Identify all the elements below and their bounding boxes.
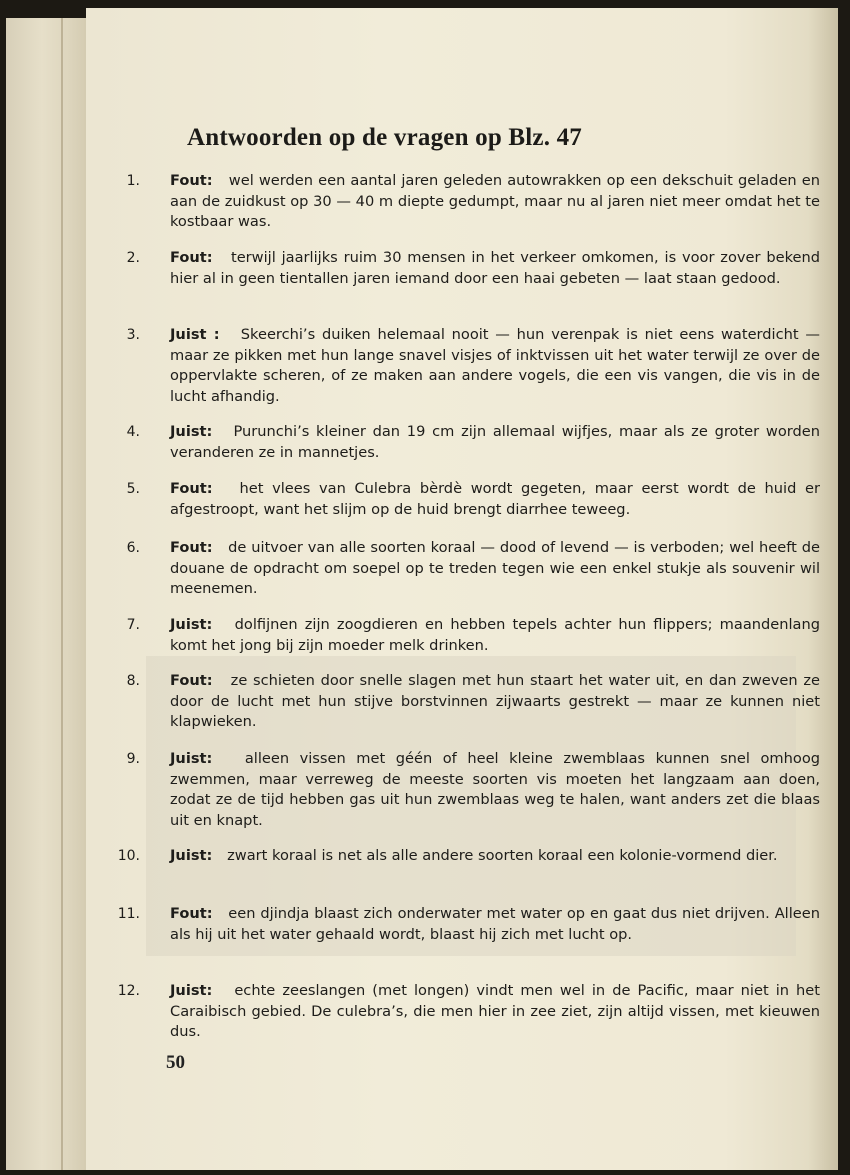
answer-number: 9. <box>126 751 140 767</box>
answer-verdict: Juist: <box>170 982 228 999</box>
answer-verdict: Juist: <box>170 423 227 440</box>
answer-text: zwart koraal is net als alle andere soorten koraal een kolonie-vormend dier. <box>227 847 778 864</box>
answer-number: 3. <box>126 327 140 343</box>
answer-number: 4. <box>126 424 140 440</box>
answer-text: ze schieten door snelle slagen met hun staart het water uit, en dan zweven ze door de lucht met hun stijve borstvinnen zijwaarts gestrekt — maar ze kunnen niet klapwieken. <box>170 672 820 730</box>
answer-text: Purunchi’s kleiner dan 19 cm zijn allemaal wijfjes, maar als ze groter worden veranderen ze in mannetjes. <box>170 423 820 461</box>
answer-number: 5. <box>126 481 140 497</box>
answer-text: dolfijnen zijn zoogdieren en hebben tepels achter hun flippers; maandenlang komt het jong bij zijn moeder melk drinken. <box>170 616 821 654</box>
answer-verdict: Juist: <box>170 750 235 767</box>
page-heading: Antwoorden op de vragen op Blz. 47 <box>187 124 583 151</box>
answer-item-9 <box>126 749 821 831</box>
book-page <box>86 8 838 1170</box>
answer-item-3 <box>126 325 820 407</box>
page-stack-edge <box>6 18 96 1170</box>
answer-item-7 <box>126 615 821 656</box>
answer-number: 10. <box>117 848 140 864</box>
answer-verdict: Juist : <box>170 326 234 343</box>
answer-number: 7. <box>126 617 140 633</box>
answer-item-6 <box>126 538 820 600</box>
answer-item-5 <box>126 479 820 520</box>
answer-verdict: Fout: <box>170 905 224 922</box>
answer-number: 8. <box>126 673 140 689</box>
answer-verdict: Fout: <box>170 172 224 189</box>
answer-verdict: Fout: <box>170 539 224 556</box>
answer-item-4 <box>126 422 820 463</box>
answer-number: 11. <box>117 906 140 922</box>
answer-text: het vlees van Culebra bèrdè wordt gegeten, maar eerst wordt de huid er afgestroopt, want het slijm op de huid brengt diarrhee teweeg. <box>170 480 820 518</box>
answer-number: 12. <box>117 983 140 999</box>
answer-item-12 <box>117 981 821 1043</box>
answer-number: 6. <box>126 540 140 556</box>
answer-item-10 <box>117 846 820 867</box>
answer-item-1 <box>126 171 820 233</box>
answer-item-11 <box>117 904 820 945</box>
answer-number: 2. <box>126 250 140 266</box>
answer-item-2 <box>126 248 820 289</box>
answer-text: een djindja blaast zich onderwater met water op en gaat dus niet drijven. Alleen als hij uit het water gehaald wordt, blaast hij zich met lucht op. <box>170 905 820 943</box>
page-number: 50 <box>166 1052 185 1073</box>
answer-verdict: Fout: <box>170 480 231 497</box>
answer-text: de uitvoer van alle soorten koraal — dood of levend — is verboden; wel heeft de douane de opdracht om soepel op te treden tegen wie een enkel stukje als souvenir wil meenemen. <box>170 539 820 597</box>
answer-verdict: Fout: <box>170 672 225 689</box>
answer-verdict: Fout: <box>170 249 226 266</box>
answer-text: alleen vissen met géén of heel kleine zwemblaas kunnen snel omhoog zwemmen, maar verreweg de meeste soorten vis moeten het langzaam aan doen, zodat ze de tijd hebben gas uit hun zwemblaas weg te halen, want anders zet die blaas uit en knapt. <box>170 750 821 829</box>
answer-text: terwijl jaarlijks ruim 30 mensen in het verkeer omkomen, is voor zover bekend hier al in geen tientallen jaren iemand door een haai gebeten — laat staan gedood. <box>170 249 820 287</box>
answer-text: wel werden een aantal jaren geleden autowrakken op een dekschuit geladen en aan de zuidkust op 30 — 40 m diepte gedumpt, maar nu al jaren niet meer omdat het te kostbaar was. <box>170 172 820 230</box>
answer-verdict: Juist: <box>170 616 228 633</box>
answer-verdict: Juist: <box>170 847 223 864</box>
answer-text: Skeerchi’s duiken helemaal nooit — hun verenpak is niet eens waterdicht — maar ze pikken met hun lange snavel visjes of inktvissen uit het water terwijl ze over de oppervlakte scheren, of ze maken aan andere vogels, die een vis vangen, die vis in de lucht afhandig. <box>170 326 820 405</box>
answer-number: 1. <box>126 173 140 189</box>
answer-text: echte zeeslangen (met longen) vindt men wel in de Pacific, maar niet in het Caraibisch gebied. De culebra’s, die men hier in zee ziet, zijn altijd vissen, met kieuwen dus. <box>170 982 821 1040</box>
answer-item-8 <box>126 671 820 733</box>
